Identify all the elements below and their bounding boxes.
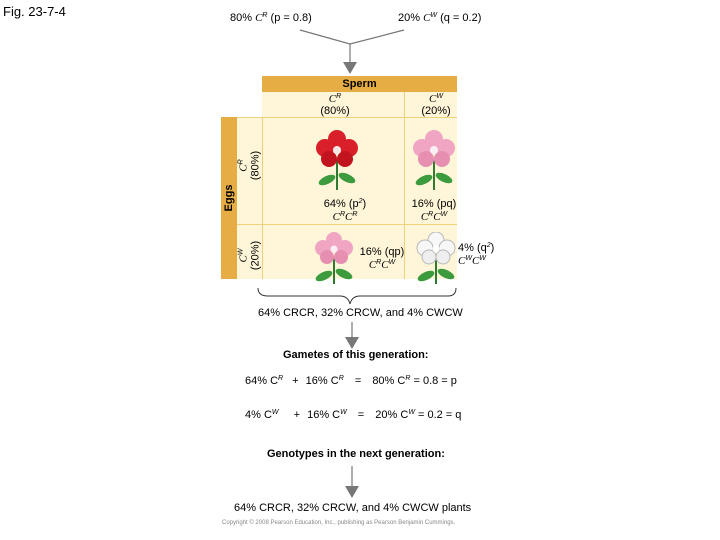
cell-ww-close: ) xyxy=(490,242,495,254)
cell-ww-geno-b: C xyxy=(471,255,480,267)
eggs-row2-sup: W xyxy=(237,248,245,256)
eggs-row1-sup: R xyxy=(237,159,245,165)
cell-rr-geno-a-sup: R xyxy=(339,211,345,218)
cell-rr-geno-a: C xyxy=(332,211,340,223)
gamete1-term-c: 80% C xyxy=(372,375,406,387)
gamete-line-2 xyxy=(245,409,485,421)
cell-rr-label xyxy=(305,198,385,224)
cell-rw-geno-b: C xyxy=(433,211,441,223)
eggs-row1-allele: C xyxy=(237,164,250,172)
sperm-col2-sup: W xyxy=(436,93,443,100)
gamete1-term-a: 64% C xyxy=(245,375,279,387)
sperm-col1-sup: R xyxy=(336,93,342,100)
top-right-allele-sup: W xyxy=(430,12,438,19)
eggs-row2-allele: C xyxy=(237,255,250,263)
gamete2-term-a-sup: W xyxy=(271,409,279,416)
cell-rr-close: ) xyxy=(362,198,367,210)
eggs-label: Eggs xyxy=(223,184,235,212)
cell-rr-exp: 2 xyxy=(358,198,363,205)
red-flower-icon xyxy=(314,130,360,192)
top-right-allele: C xyxy=(423,12,431,24)
gametes-title: Gametes of this generation: xyxy=(283,349,429,361)
eggs-row2-header xyxy=(238,226,263,286)
gamete2-term-c: 20% C xyxy=(375,409,409,421)
top-right-freq: (q = 0.2) xyxy=(437,12,482,24)
cell-ww-geno-a: C xyxy=(458,255,466,267)
cell-rr-geno-b: C xyxy=(345,211,353,223)
sperm-col1-header xyxy=(305,93,365,117)
cell-ww-label xyxy=(458,242,518,268)
cell-rw-geno-a: C xyxy=(420,211,429,223)
sperm-col1-pct: (80%) xyxy=(320,105,350,117)
cell-wr-pct: 16% (qp) xyxy=(359,246,405,258)
gamete-line-1 xyxy=(245,375,485,387)
summary-line-2: 64% CRCR, 32% CRCW, and 4% CWCW plants xyxy=(234,502,472,514)
gamete2-term-b: 16% C xyxy=(307,409,341,421)
grid-top-edge xyxy=(237,117,457,118)
copyright-notice: Copyright © 2008 Pearson Education, Inc., publishing as Pearson Benjamin Cummings. xyxy=(222,520,456,526)
cell-rw-geno-a-sup: R xyxy=(428,211,434,218)
cell-wr-geno-a: C xyxy=(368,259,377,271)
grid-horizontal-divider xyxy=(237,224,457,225)
figure-label: Fig. 23-7-4 xyxy=(3,4,66,19)
converging-lines xyxy=(300,30,404,44)
cell-wr-geno-b: C xyxy=(381,259,389,271)
gamete2-term-b-sup: W xyxy=(340,409,347,416)
cell-rw-label xyxy=(398,198,470,224)
cell-ww-exp: 2 xyxy=(486,242,491,249)
gamete2-term-a: 4% C xyxy=(245,409,272,421)
gamete1-result: = 0.8 = p xyxy=(413,375,457,387)
pink-flower-icon-top-right xyxy=(412,130,456,192)
gamete2-result: = 0.2 = q xyxy=(417,409,462,421)
sperm-col2-pct: (20%) xyxy=(421,105,451,117)
arrowhead-2 xyxy=(345,337,359,349)
cell-rw-pct: 16% (pq) xyxy=(411,198,457,210)
sperm-col1-allele: C xyxy=(328,93,337,105)
sperm-col2-allele: C xyxy=(429,93,437,105)
brace xyxy=(258,288,456,304)
pink-flower-icon-bottom-left xyxy=(312,232,356,284)
gamete1-term-c-sup: R xyxy=(405,375,411,382)
cell-rw-geno-b-sup: W xyxy=(440,211,448,218)
top-left-allele: C xyxy=(255,12,263,24)
white-flower-icon xyxy=(414,232,458,284)
gamete2-plus: + xyxy=(293,409,301,421)
top-left-percent: 80% xyxy=(230,12,256,24)
cell-rr-geno-b-sup: R xyxy=(352,211,358,218)
sperm-header: Sperm xyxy=(262,76,457,92)
top-left-allele-sup: R xyxy=(262,12,268,19)
arrowhead-3 xyxy=(345,486,359,498)
sperm-col2-header xyxy=(406,93,466,117)
gamete1-term-b-sup: R xyxy=(338,375,344,382)
cell-rr-pct: 64% (p xyxy=(323,198,359,210)
cell-wr-geno-a-sup: R xyxy=(376,259,382,266)
cell-wr-geno-b-sup: W xyxy=(388,259,396,266)
gamete1-plus: + xyxy=(292,375,299,387)
gamete2-term-c-sup: W xyxy=(408,409,415,416)
top-right-percent: 20% xyxy=(398,12,424,24)
eggs-row1-pct: (80%) xyxy=(249,150,262,181)
gamete1-term-a-sup: R xyxy=(278,375,284,382)
genotypes-title: Genotypes in the next generation: xyxy=(267,448,445,460)
eggs-row2-pct: (20%) xyxy=(249,240,262,271)
top-left-freq: (p = 0.8) xyxy=(267,12,312,24)
grid-left-edge xyxy=(262,117,263,279)
cell-ww-geno-b-sup: W xyxy=(479,255,486,262)
cell-ww-pct: 4% (q xyxy=(458,242,487,254)
arrowhead-1 xyxy=(343,62,357,74)
eggs-row1-header xyxy=(238,136,263,196)
cell-wr-label xyxy=(352,246,412,272)
cell-ww-geno-a-sup: W xyxy=(465,255,472,262)
gamete2-equals: = xyxy=(357,409,365,421)
gamete1-term-b: 16% C xyxy=(305,375,339,387)
gamete1-equals: = xyxy=(354,375,362,387)
summary-line-1: 64% CRCR, 32% CRCW, and 4% CWCW xyxy=(258,307,463,319)
